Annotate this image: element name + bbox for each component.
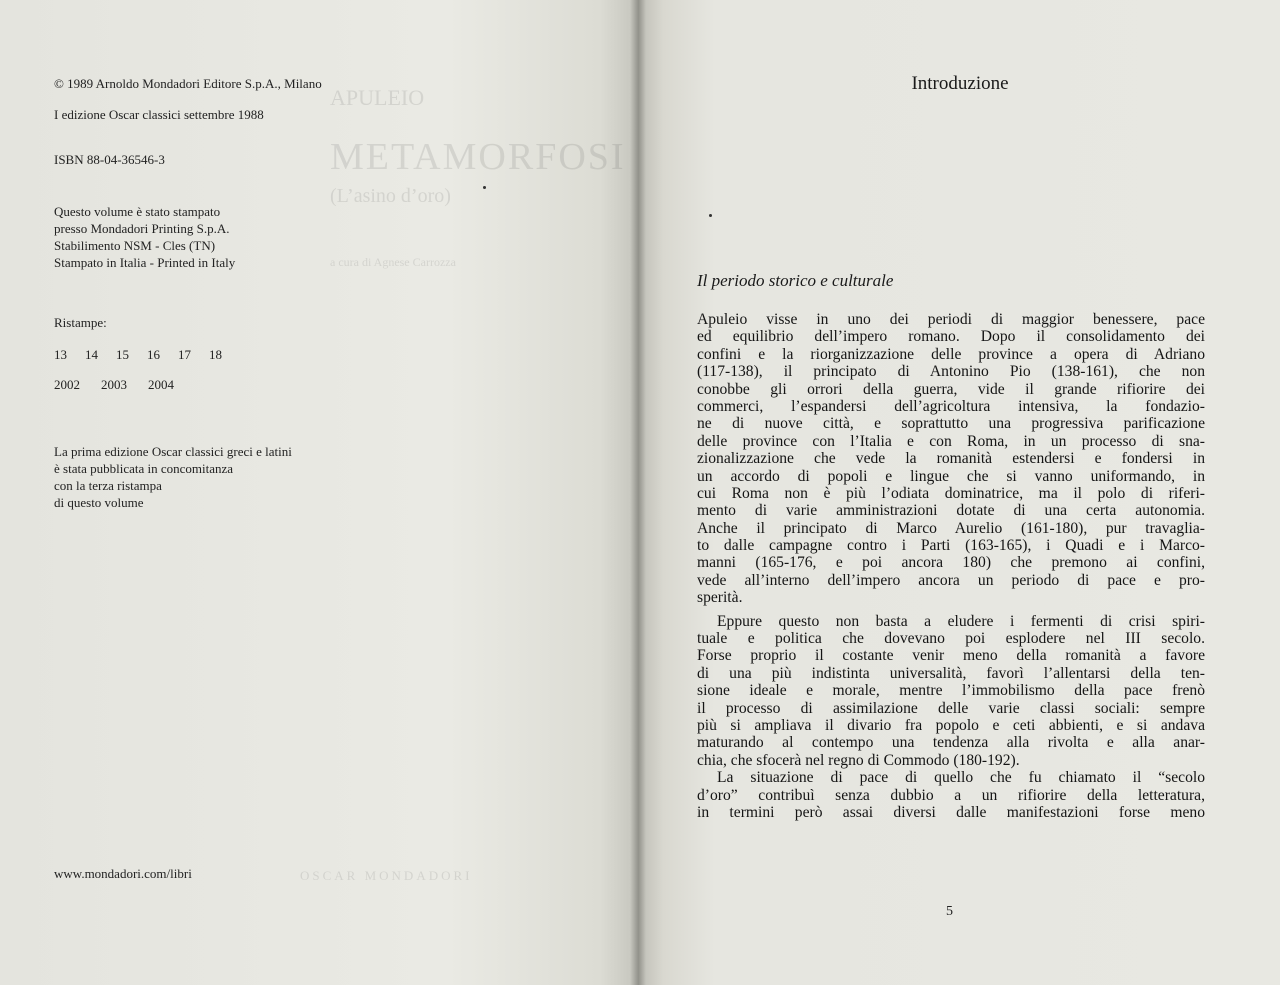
body-line: tuale e politica che dovevano poi esplodere nel III secolo. [697,630,1205,648]
body-line: vede all’interno dell’impero ancora un periodo di pace e pro- [697,571,1205,589]
show-through-text: APULEIO [330,85,425,110]
note-line: La prima edizione Oscar classici greci e latini [54,444,292,459]
show-through-text: (L’asino d’oro) [330,185,451,207]
body-line: delle province con l’Italia e con Roma, in un processo di sna- [697,432,1205,450]
body-text [697,311,1205,821]
chapter-title: Introduzione [911,73,1009,94]
body-line: (117-138), il principato di Antonino Pio (138-161), che non [697,363,1205,381]
ristampe-label: Ristampe: [54,315,107,330]
body-line: chia, che sfocerà nel regno di Commodo (180-192). [697,751,1020,769]
body-line: di una più indistinta universalità, favorì l’allentarsi della ten- [697,664,1205,682]
printer-line: Stabilimento NSM - Cles (TN) [54,238,216,253]
reprint-number: 15 [116,347,129,362]
body-line: manni (165-176, e poi ancora 180) che premono ai confini, [697,554,1205,572]
printer-line: Questo volume è stato stampato [54,204,221,219]
reprint-number: 18 [209,347,222,362]
reprint-number: 13 [54,347,67,362]
left-page [0,0,638,985]
edition-line: I edizione Oscar classici settembre 1988 [54,107,264,122]
note-line: è stata pubblicata in concomitanza [54,461,234,476]
body-line: Eppure questo non basta a eludere i fermenti di crisi spiri- [717,612,1205,630]
reprint-number: 16 [147,347,160,362]
body-line: cui Roma non è più l’odiata dominatrice, ma il polo di riferi- [697,484,1205,502]
body-line: un accordo di popoli e lingue che si vanno uniformando, in [697,467,1205,485]
body-line: zionalizzazione che vede la romanità estendersi e fondersi in [697,450,1205,468]
ink-speck [483,186,486,189]
body-line: sperità. [697,589,743,607]
body-line: ed equilibrio dell’impero romano. Dopo il consolidamento dei [697,328,1205,346]
body-line: in termini però assai diversi dalle manifestazioni forse meno [697,803,1205,821]
body-line: sione ideale e morale, mentre l’immobilismo della pace frenò [697,682,1205,700]
show-through-text: OSCAR MONDADORI [300,868,473,883]
page-number: 5 [946,904,953,919]
ink-speck [709,214,712,217]
printer-line: presso Mondadori Printing S.p.A. [54,221,230,236]
note-line: con la terza ristampa [54,478,162,493]
note-line: di questo volume [54,495,144,510]
first-edition-note [54,443,292,511]
body-line: Anche il principato di Marco Aurelio (161-180), pur travaglia- [697,519,1205,537]
body-line: Apuleio visse in uno dei periodi di maggior benessere, pace [697,311,1205,328]
printer-line: Stampato in Italia - Printed in Italy [54,255,236,270]
body-line: conobbe gli orrori della guerra, vide il grande rifiorire dei [697,380,1205,398]
body-line: Forse proprio il costante venir meno della romanità a favore [697,647,1205,665]
website-link: www.mondadori.com/libri [54,866,192,881]
body-line: confini e la riorganizzazione delle province a opera di Adriano [697,345,1205,363]
reprint-years [54,376,195,393]
body-line: La situazione di pace di quello che fu chiamato il “secolo [717,769,1205,787]
reprint-number: 14 [85,347,98,362]
section-heading: Il periodo storico e culturale [697,271,894,290]
printer-info [54,203,235,271]
book-gutter [630,0,646,985]
reprint-year: 2002 [54,377,80,392]
reprint-year: 2004 [148,377,174,392]
show-through-text: METAMORFOSI [330,136,626,178]
isbn-line: ISBN 88-04-36546-3 [54,152,165,167]
reprint-year: 2003 [101,377,127,392]
body-line: mento di varie amministrazioni dotate di una certa autonomia. [697,502,1205,520]
body-line: il processo di assimilazione delle varie classi sociali: sempre [697,699,1205,717]
copyright-line: © 1989 Arnoldo Mondadori Editore S.p.A., Milano [54,76,322,91]
body-line: commerci, l’espandersi dell’agricoltura intensiva, la fondazio- [697,397,1205,415]
show-through-text: a cura di Agnese Carrozza [330,255,456,269]
body-line: to dalle campagne contro i Parti (163-165), i Quadi e i Marco- [697,537,1205,555]
body-line: ne di nuove città, e soprattutto una progressiva parificazione [697,415,1205,433]
body-line: d’oro” contribuì senza dubbio a un rifiorire della letteratura, [697,786,1205,804]
body-line: maturando al contempo una tendenza alla rivolta e alla anar- [697,734,1205,752]
body-line: più si ampliava il divario fra popolo e ceti abbienti, e si andava [697,716,1205,734]
reprint-number: 17 [178,347,191,362]
reprint-numbers [54,346,240,363]
